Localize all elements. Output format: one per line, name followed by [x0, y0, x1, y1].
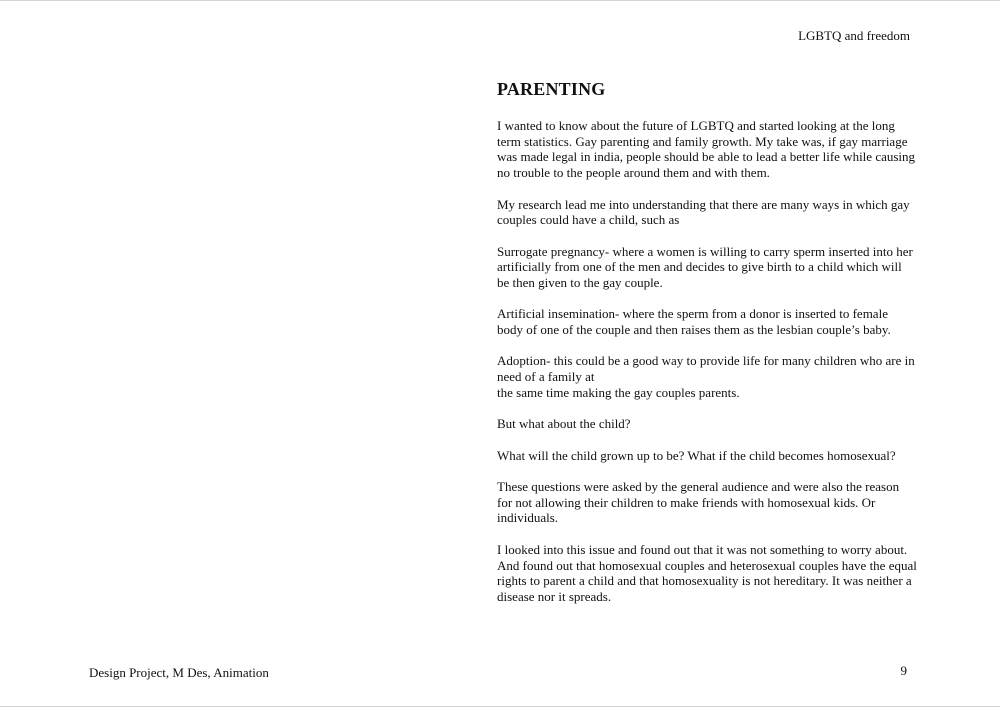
footer-course-label: Design Project, M Des, Animation	[89, 665, 269, 680]
page-number: 9	[900, 663, 907, 678]
paragraph-intro: I wanted to know about the future of LGBTQ and started looking at the long term statistics. Gay parenting and family growth. My take was, if gay marriage was made legal in india, people should be able to lead a better life while causing no trouble to the people around them and with them.	[497, 118, 916, 181]
paragraph-audience-questions: These questions were asked by the general audience and were also the reason for not allowing their children to make friends with homosexual kids. Or individuals.	[497, 479, 900, 526]
right-page	[470, 1, 1000, 706]
body-text	[497, 118, 917, 620]
paragraph-child-future: What will the child grown up to be? What if the child becomes homosexual?	[497, 447, 896, 463]
paragraph-research: My research lead me into understanding that there are many ways in which gay couples could have a child, such as	[497, 196, 910, 228]
paragraph-adoption: Adoption- this could be a good way to provide life for many children who are in need of a family at the same time making the gay couples parents.	[497, 353, 915, 400]
paragraph-artificial-insemination: Artificial insemination- where the sperm from a donor is inserted to female body of one of the couple and then raises them as the lesbian couple’s baby.	[497, 306, 891, 338]
left-page	[0, 1, 470, 706]
paragraph-child-question: But what about the child?	[497, 416, 631, 432]
section-heading: PARENTING	[497, 79, 606, 99]
paragraph-surrogate-pregnancy: Surrogate pregnancy- where a women is willing to carry sperm inserted into her artificially from one of the men and decides to give birth to a child which will be then given to the gay couple.	[497, 243, 913, 290]
paragraph-conclusion: I looked into this issue and found out that it was not something to worry about. And found out that homosexual couples and heterosexual couples have the equal rights to parent a child and that homosexuality is not hereditary. It was neither a disease nor it spreads.	[497, 541, 917, 604]
running-header: LGBTQ and freedom	[798, 28, 910, 43]
